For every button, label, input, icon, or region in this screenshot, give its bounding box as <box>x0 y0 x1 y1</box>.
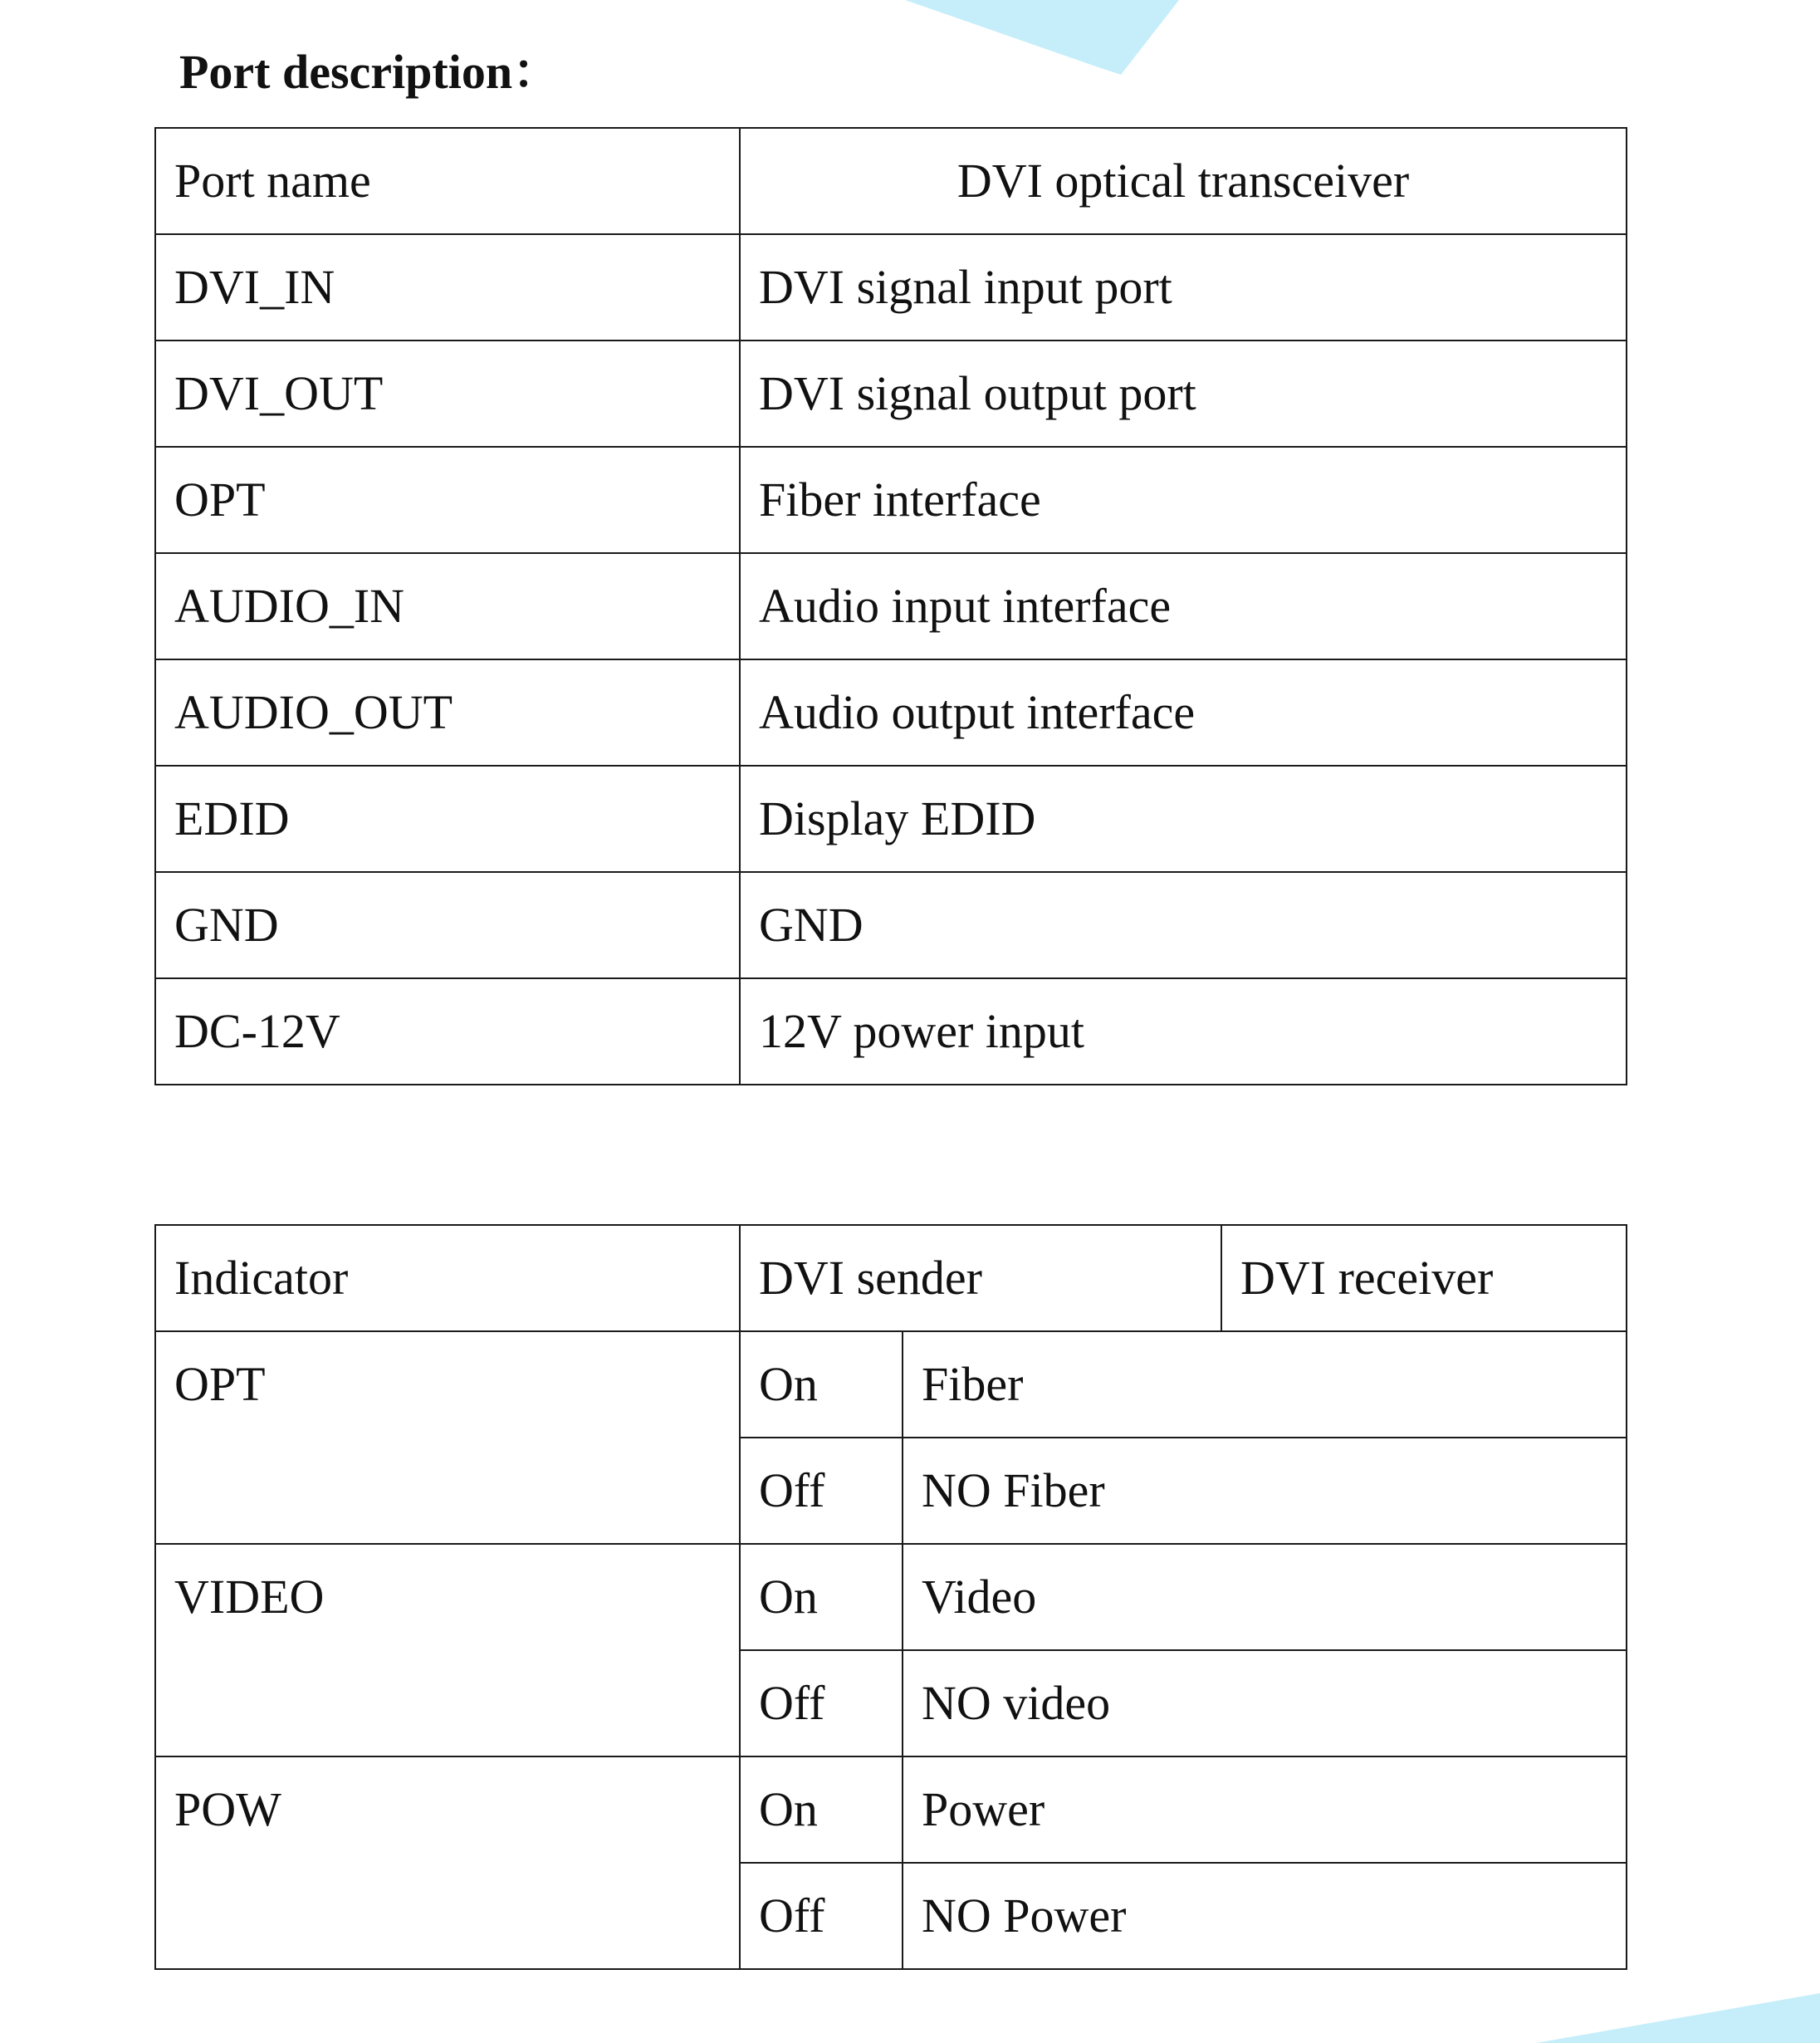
indicator-state-cell: On <box>740 1756 903 1863</box>
header-dvi-receiver: DVI receiver <box>1221 1225 1627 1331</box>
table-row <box>155 1331 1627 1438</box>
table-row <box>155 659 1627 766</box>
indicator-meaning-cell: Power <box>903 1756 1627 1863</box>
indicator-meaning-cell: Video <box>903 1544 1627 1650</box>
header-indicator: Indicator <box>155 1225 740 1331</box>
port-description-cell: Audio input interface <box>740 553 1627 659</box>
indicator-state-cell: On <box>740 1331 903 1438</box>
port-name-cell: GND <box>155 872 740 978</box>
port-name-cell: DVI_OUT <box>155 340 740 447</box>
port-description-cell: DVI signal output port <box>740 340 1627 447</box>
indicator-name-cell: OPT <box>155 1331 740 1544</box>
header-port-name: Port name <box>155 128 740 234</box>
port-name-cell: DC-12V <box>155 978 740 1085</box>
port-description-cell: 12V power input <box>740 978 1627 1085</box>
top-decoration-shape <box>905 0 1204 75</box>
bottom-decoration-shape <box>1536 1977 1820 2043</box>
indicator-meaning-cell: Fiber <box>903 1331 1627 1438</box>
table-row <box>155 447 1627 553</box>
table-row <box>155 1544 1627 1650</box>
indicator-meaning-cell: NO video <box>903 1650 1627 1756</box>
port-description-cell: Fiber interface <box>740 447 1627 553</box>
header-dvi-sender: DVI sender <box>740 1225 1221 1331</box>
table-row <box>155 872 1627 978</box>
table-header-row <box>155 1225 1627 1331</box>
table-row <box>155 1756 1627 1863</box>
port-description-cell: Display EDID <box>740 766 1627 872</box>
indicator-state-cell: Off <box>740 1650 903 1756</box>
port-description-cell: Audio output interface <box>740 659 1627 766</box>
header-dvi-optical-transceiver: DVI optical transceiver <box>740 128 1627 234</box>
indicator-name-cell: VIDEO <box>155 1544 740 1756</box>
table-row <box>155 340 1627 447</box>
indicator-table <box>154 1224 1627 1970</box>
indicator-meaning-cell: NO Fiber <box>903 1438 1627 1544</box>
indicator-name-cell: POW <box>155 1756 740 1969</box>
port-name-cell: AUDIO_OUT <box>155 659 740 766</box>
indicator-state-cell: Off <box>740 1438 903 1544</box>
port-name-cell: EDID <box>155 766 740 872</box>
port-name-cell: OPT <box>155 447 740 553</box>
table-row <box>155 234 1627 340</box>
table-row <box>155 553 1627 659</box>
port-name-cell: DVI_IN <box>155 234 740 340</box>
table-row <box>155 766 1627 872</box>
port-description-cell: GND <box>740 872 1627 978</box>
table-row <box>155 978 1627 1085</box>
indicator-meaning-cell: NO Power <box>903 1863 1627 1969</box>
indicator-state-cell: On <box>740 1544 903 1650</box>
indicator-state-cell: Off <box>740 1863 903 1969</box>
port-description-cell: DVI signal input port <box>740 234 1627 340</box>
page-title: Port description： <box>179 45 561 99</box>
port-name-cell: AUDIO_IN <box>155 553 740 659</box>
table-header-row <box>155 128 1627 234</box>
port-description-table <box>154 127 1627 1085</box>
